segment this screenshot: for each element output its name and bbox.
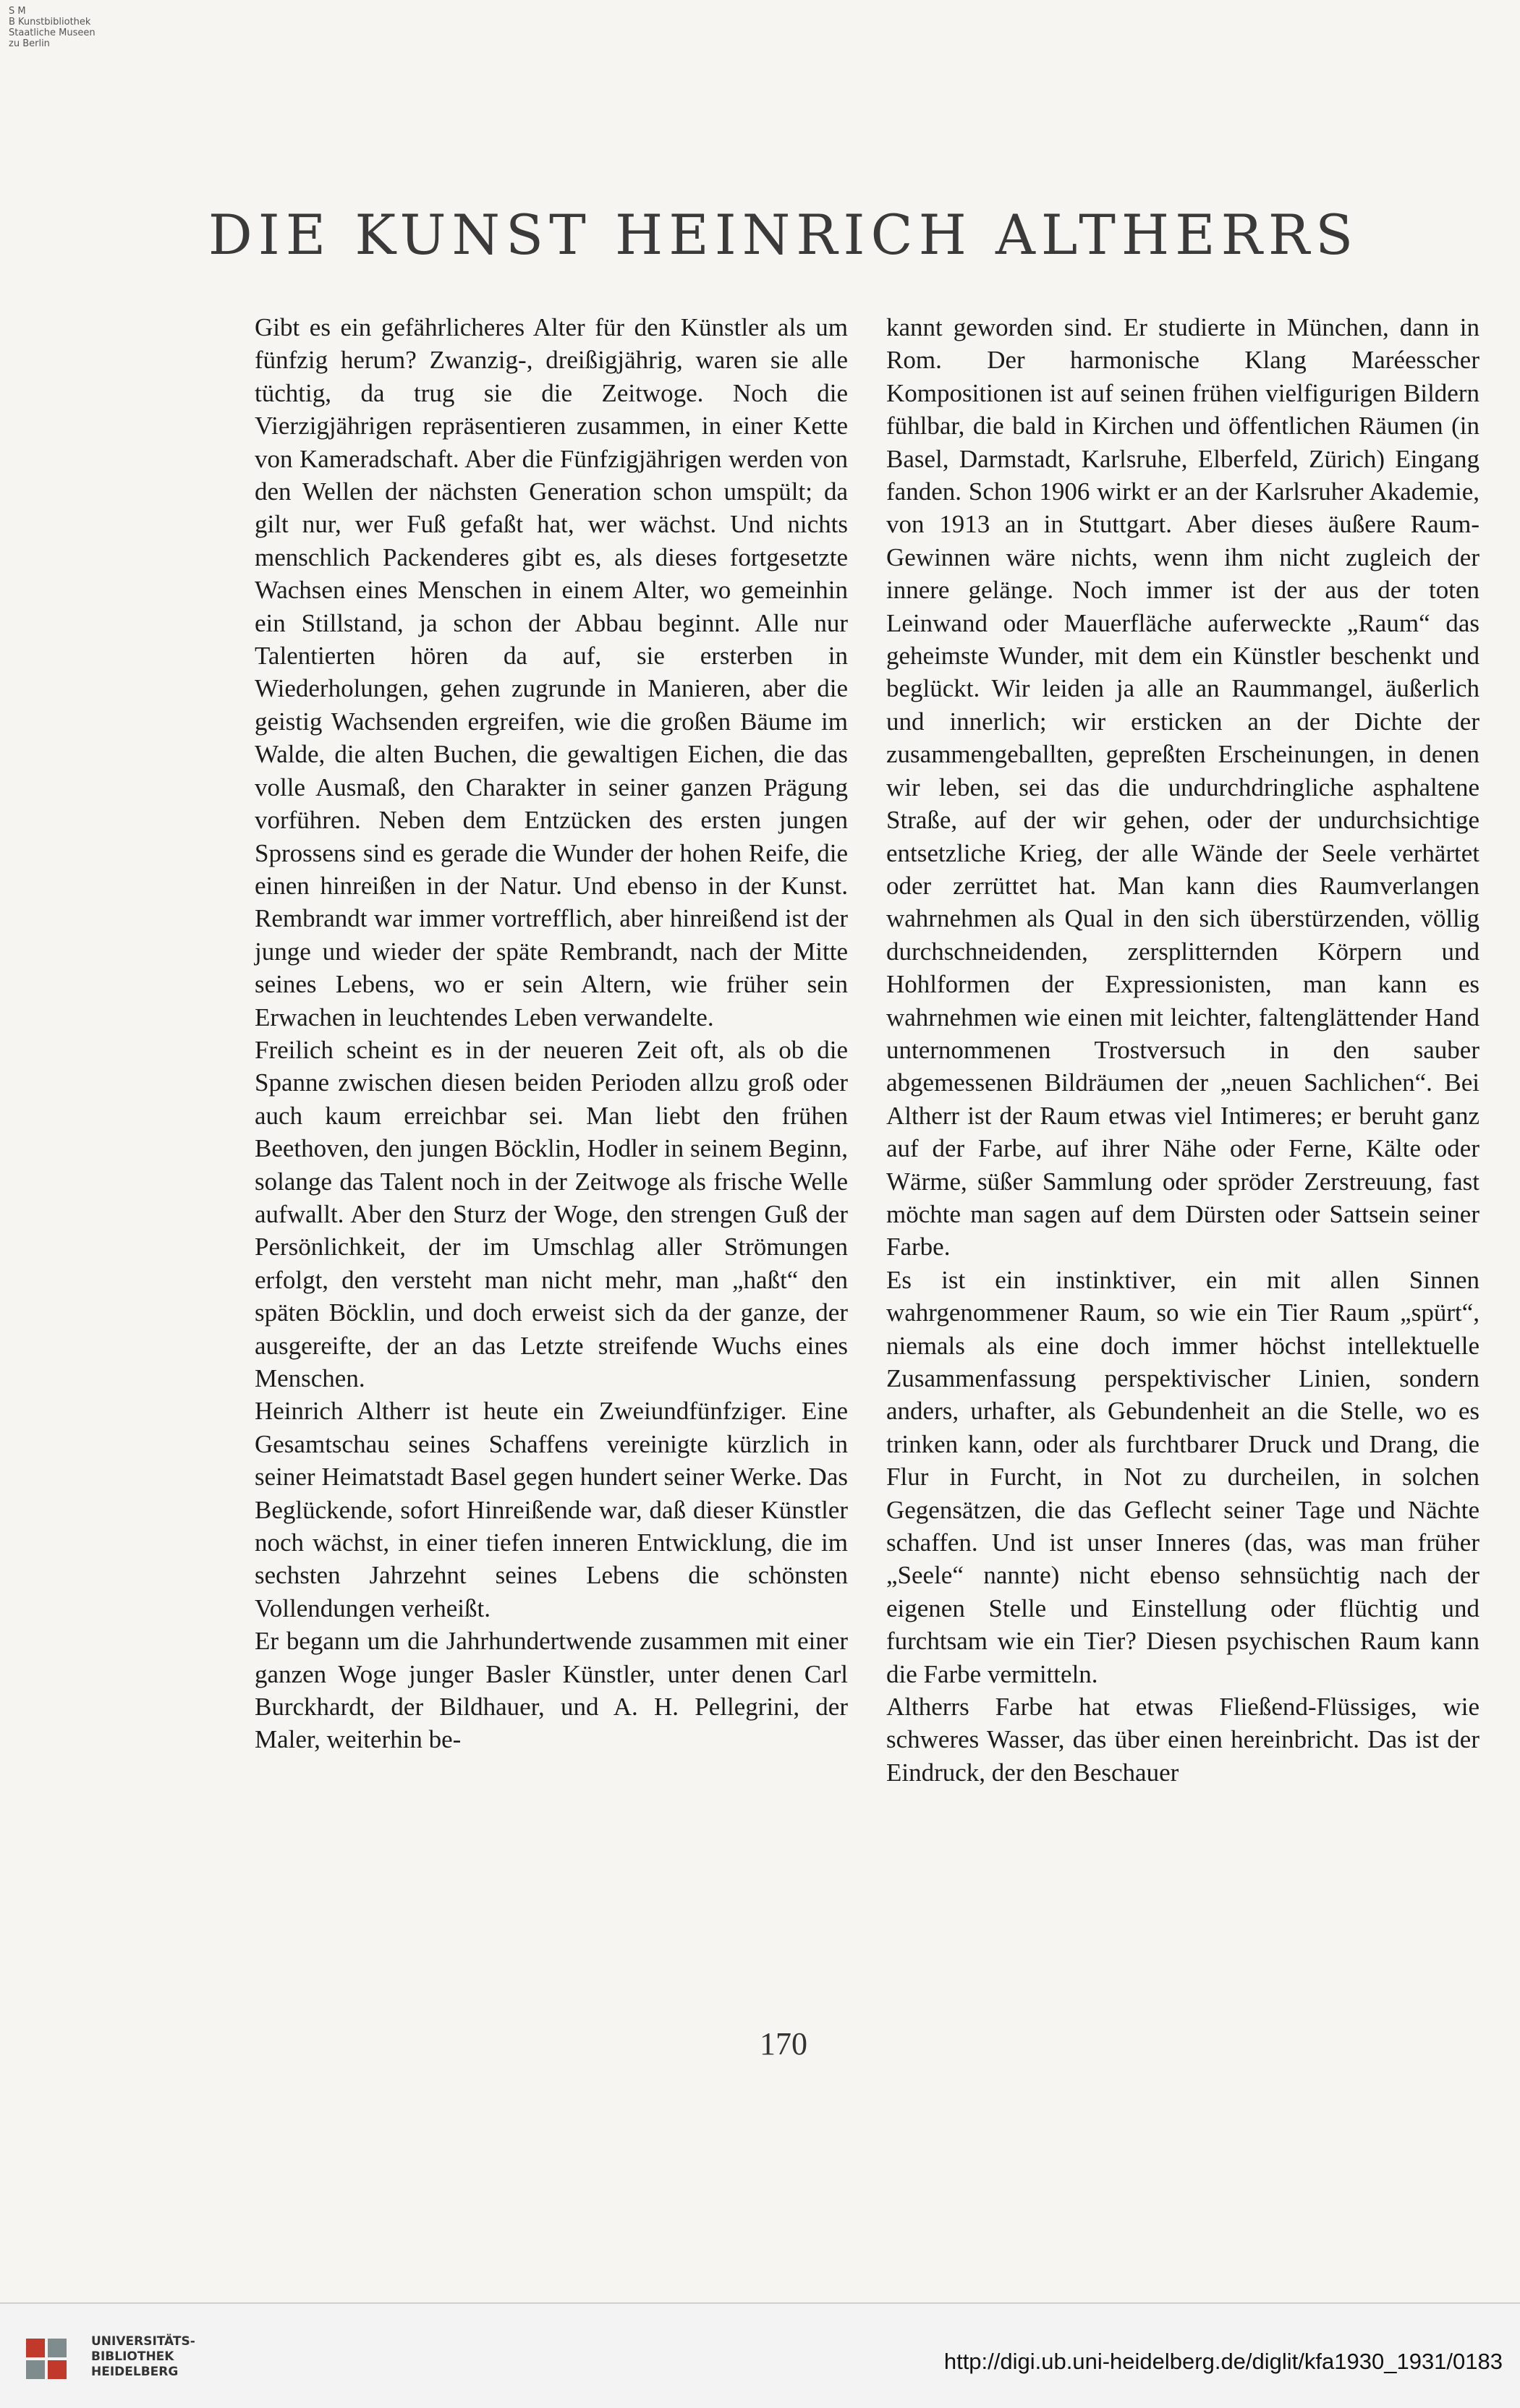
logo-line: BIBLIOTHEK [91,2349,174,2364]
logo-line: UNIVERSITÄTS- [91,2334,195,2349]
source-url-link[interactable]: http://digi.ub.uni-heidelberg.de/diglit/kfa1930_1931/0183 [943,2349,1503,2374]
stamp-line: Staatliche Museen [9,27,95,38]
university-name [91,2334,195,2380]
page-number: 170 [760,2026,807,2062]
article-title: DIE KUNST HEINRICH ALTHERRS [208,203,1359,267]
logo-line: HEIDELBERG [91,2365,179,2379]
paragraph: Gibt es ein gefährlicheres Alter für den Künstler als um fünfzig herum? Zwanzig-, dreißigjährig, waren sie alle tüchtig, da trug sie die Zeitwoge. Noch die Vierzigjährigen repräsentieren zusammen, in einer Kette von Kameradschaft. Aber die Fünfzigjährigen werden von den Wellen der nächsten Generation schon umspült; da gilt nur, wer Fuß gefaßt hat, wer wächst. Und nichts menschlich Packenderes gibt es, als dieses fortgesetzte Wachsen eines Menschen in einem Alter, wo gemeinhin ein Stillstand, ja schon der Abbau beginnt. Alle nur Talentierten hören da auf, sie ersterben in Wiederholungen, gehen zugrunde in Manieren, aber die geistig Wachsenden ergreifen, wie die großen Bäume im Walde, die alten Buchen, die gewaltigen Eichen, die das volle Ausmaß, den Charakter in seiner ganzen Prägung vorführen. Neben dem Entzücken des ersten jungen Sprossens sind es gerade die Wunder der hohen Reife, die einen hinreißen in der Natur. Und ebenso in der Kunst. Rembrandt war immer vortrefflich, aber hinreißend ist der junge und wieder der späte Rembrandt, nach der Mitte seines Lebens, wo er sein Altern, wie früher sein Erwachen in leuchtendes Leben verwandelte. [255,313,848,1031]
paragraph: kannt geworden sind. Er studierte in München, dann in Rom. Der harmonische Klang Maréesscher Kompositionen ist auf seinen frühen vielfigurigen Bildern fühlbar, die bald in Kirchen und öffentlichen Räumen (in Basel, Darmstadt, Karlsruhe, Elberfeld, Zürich) Eingang fanden. Schon 1906 wirkt er an der Karlsruher Akademie, von 1913 an in Stuttgart. Aber dieses äußere Raum-Gewinnen wäre nichts, wenn ihm nicht zugleich der innere gelänge. Noch immer ist der aus der toten Leinwand oder Mauerfläche auferweckte „Raum“ das geheimste Wunder, mit dem ein Künstler beschenkt und beglückt. Wir leiden ja alle an Raummangel, äußerlich und innerlich; wir ersticken an der Dichte der zusammengeballten, gepreßten Erscheinungen, in denen wir leben, sei das die undurchdringliche asphaltene Straße, auf der wir gehen, oder der undurchsichtige entsetzliche Krieg, der alle Wände der Seele verhärtet oder zerrüttet hat. Man kann dies Raumverlangen wahrnehmen als Qual in den sich überstürzenden, völlig durchschneidenden, zersplitternden Körpern und Hohlformen der Expressionisten, man kann es wahrnehmen wie einen mit leichter, faltenglättender Hand unternommenen Trostversuch in den sauber abgemessenen Bildräumen der „neuen Sachlichen“. Bei Altherr ist der Raum etwas viel Intimeres; er beruht ganz auf der Farbe, auf ihrer Nähe oder Ferne, Kälte oder Wärme, süßer Sammlung oder spröder Zerstreuung, fast möchte man sagen auf dem Dürsten oder Sattsein seiner Farbe. [886,313,1479,1262]
footer-bar [0,2302,1520,2408]
right-column [886,311,1479,1789]
paragraph: Altherrs Farbe hat etwas Fließend-Flüssiges, wie schweres Wasser, das über einen hereinbricht. Das ist der Eindruck, der den Beschauer [886,1693,1479,1787]
library-stamp [9,6,95,49]
university-logo-icon [20,2333,85,2383]
paragraph: Er begann um die Jahrhundertwende zusammen mit einer ganzen Woge junger Basler Künstler, unter denen Carl Burckhardt, der Bildhauer, und A. H. Pellegrini, der Maler, weiterhin be- [255,1627,848,1754]
stamp-line: S M [9,6,26,17]
stamp-line: B Kunstbibliothek [9,17,91,27]
stamp-line: zu Berlin [9,38,50,49]
paragraph: Freilich scheint es in der neueren Zeit oft, als ob die Spanne zwischen diesen beiden Perioden allzu groß oder auch kaum erreichbar sei. Man liebt den frühen Beethoven, den jungen Böcklin, Hodler in seinem Beginn, solange das Talent noch in der Zeitwoge als frische Welle aufwallt. Aber den Sturz der Woge, den strengen Guß der Persönlichkeit, der im Umschlag aller Strömungen erfolgt, den versteht man nicht mehr, man „haßt“ den späten Böcklin, und doch erweist sich da der ganze, der ausgereifte, der an das Letzte streifende Wuchs eines Menschen. [255,1035,848,1392]
paragraph: Heinrich Altherr ist heute ein Zweiundfünfziger. Eine Gesamtschau seines Schaffens vereinigte kürzlich in seiner Heimatstadt Basel gegen hundert seiner Werke. Das Beglückende, sofort Hinreißende war, daß dieser Künstler noch wächst, in einer tiefen inneren Entwicklung, die im sechsten Jahrzehnt seines Lebens die schönsten Vollendungen verheißt. [255,1397,848,1622]
paragraph: Es ist ein instinktiver, ein mit allen Sinnen wahrgenommener Raum, so wie ein Tier Raum „spürt“, niemals als eine doch immer höchst intellektuelle Zusammenfassung perspektivischer Linien, sondern anders, urhafter, als Gebundenheit an die Stelle, wo es trinken kann, oder als furchtbarer Druck und Drang, die Flur in Furcht, in Not zu durcheilen, in solchen Gegensätzen, die das Geflecht seiner Tage und Nächte schaffen. Und ist unser Inneres (das, was man früher „Seele“ nannte) nicht ebenso sehnsüchtig nach der eigenen Stelle und Einstellung oder flüchtig und furchtsam wie ein Tier? Diesen psychischen Raum kann die Farbe vermitteln. [886,1265,1479,1688]
left-column [255,311,848,1756]
